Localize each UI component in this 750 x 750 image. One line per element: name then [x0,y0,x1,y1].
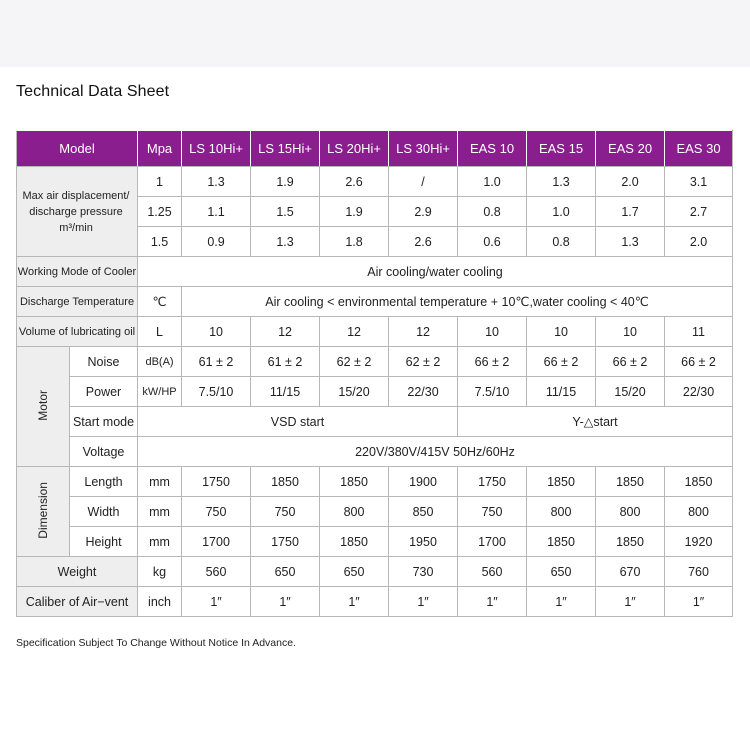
table-cell: 1700 [458,527,527,557]
table-cell: 1850 [596,527,665,557]
table-cell: 1.3 [182,167,251,197]
start-mode-row [17,407,733,437]
table-cell: 11/15 [251,377,320,407]
model-name: EAS 30 [665,131,733,167]
dimension-group-text: Dimension [36,481,50,539]
table-cell: 66 ± 2 [665,347,733,377]
table-cell: 1.7 [596,197,665,227]
table-cell: 1.1 [182,197,251,227]
air-label-unit: m³/min [59,221,93,234]
power-label: Power [70,377,138,407]
table-cell: 1850 [527,467,596,497]
weight-label: Weight [17,557,138,587]
table-cell: 1.0 [527,197,596,227]
table-cell: 2.0 [596,167,665,197]
model-name: EAS 10 [458,131,527,167]
table-cell: 1.9 [320,197,389,227]
table-cell: 560 [458,557,527,587]
table-cell: 1700 [182,527,251,557]
power-row [17,377,733,407]
table-cell: 650 [527,557,596,587]
table-cell: 1.8 [320,227,389,257]
table-cell: 1750 [458,467,527,497]
length-row [17,467,733,497]
air-label-line: discharge pressure [29,205,123,218]
table-cell: 10 [458,317,527,347]
table-cell: 0.8 [527,227,596,257]
caliber-label: Caliber of Air−vent [17,587,138,617]
power-unit: kW/HP [138,377,182,407]
table-cell: 1750 [251,527,320,557]
table-cell: 11/15 [527,377,596,407]
table-cell: 1.9 [251,167,320,197]
cooler-label: Working Mode of Cooler [17,257,138,287]
mpa-value: 1.5 [138,227,182,257]
table-cell: 2.9 [389,197,458,227]
mpa-value: 1 [138,167,182,197]
table-cell: 10 [527,317,596,347]
table-cell: 670 [596,557,665,587]
start-mode-ls: VSD start [138,407,458,437]
table-cell: 0.6 [458,227,527,257]
spec-table [16,130,733,617]
model-name: LS 30Hi+ [389,131,458,167]
table-cell: 750 [458,497,527,527]
table-cell: 1″ [251,587,320,617]
table-cell: 62 ± 2 [389,347,458,377]
table-cell: 0.9 [182,227,251,257]
top-banner [0,0,750,67]
table-cell: 730 [389,557,458,587]
air-label-line: Max air displacement/ [22,189,130,202]
voltage-row [17,437,733,467]
height-unit: mm [138,527,182,557]
air-displacement-label [17,167,138,257]
oil-label: Volume of lubricating oil [17,317,138,347]
weight-unit: kg [138,557,182,587]
table-cell: 1.0 [458,167,527,197]
width-label: Width [70,497,138,527]
caliber-unit: inch [138,587,182,617]
model-name: LS 15Hi+ [251,131,320,167]
table-cell: 62 ± 2 [320,347,389,377]
motor-group-label [17,347,70,467]
table-cell: 10 [182,317,251,347]
start-mode-eas: Y-△start [458,407,733,437]
noise-unit: dB(A) [138,347,182,377]
table-cell: 2.0 [665,227,733,257]
voltage-label: Voltage [70,437,138,467]
voltage-value: 220V/380V/415V 50Hz/60Hz [138,437,733,467]
table-cell: 1950 [389,527,458,557]
oil-unit: L [138,317,182,347]
table-cell: 800 [596,497,665,527]
table-cell: 66 ± 2 [527,347,596,377]
table-cell: 10 [596,317,665,347]
table-cell: 1″ [527,587,596,617]
table-cell: 1850 [320,467,389,497]
table-cell: 1850 [320,527,389,557]
page-title: Technical Data Sheet [16,83,170,100]
table-cell: 2.7 [665,197,733,227]
table-cell: 66 ± 2 [596,347,665,377]
table-cell: 15/20 [320,377,389,407]
table-cell: 7.5/10 [182,377,251,407]
width-unit: mm [138,497,182,527]
table-cell: 22/30 [665,377,733,407]
table-cell: 1″ [596,587,665,617]
weight-row [17,557,733,587]
table-cell: 0.8 [458,197,527,227]
table-cell: 2.6 [389,227,458,257]
discharge-row [17,287,733,317]
model-name: LS 20Hi+ [320,131,389,167]
cooler-value: Air cooling/water cooling [138,257,733,287]
table-cell: 650 [320,557,389,587]
footnote: Specification Subject To Change Without Notice In Advance. [16,637,296,649]
table-cell: 750 [251,497,320,527]
table-cell: 1850 [665,467,733,497]
table-cell: 1850 [527,527,596,557]
motor-group-text: Motor [36,389,50,421]
length-label: Length [70,467,138,497]
caliber-row [17,587,733,617]
discharge-label: Discharge Temperature [17,287,138,317]
table-cell: 800 [665,497,733,527]
model-header: Model [17,131,138,167]
table-cell: 66 ± 2 [458,347,527,377]
width-row [17,497,733,527]
discharge-value: Air cooling < environmental temperature + 10℃,water cooling < 40℃ [182,287,733,317]
table-cell: 1″ [665,587,733,617]
table-cell: 12 [389,317,458,347]
oil-row [17,317,733,347]
length-unit: mm [138,467,182,497]
table-cell: 22/30 [389,377,458,407]
table-cell: / [389,167,458,197]
table-cell: 1750 [182,467,251,497]
table-cell: 2.6 [320,167,389,197]
discharge-unit: ℃ [138,287,182,317]
table-cell: 760 [665,557,733,587]
table-cell: 1.3 [596,227,665,257]
table-cell: 1″ [458,587,527,617]
header-row [17,131,733,167]
table-cell: 1.3 [251,227,320,257]
mpa-header: Mpa [138,131,182,167]
table-cell: 3.1 [665,167,733,197]
noise-row [17,347,733,377]
table-cell: 7.5/10 [458,377,527,407]
noise-label: Noise [70,347,138,377]
table-cell: 1.5 [251,197,320,227]
table-cell: 650 [251,557,320,587]
table-cell: 12 [251,317,320,347]
table-cell: 61 ± 2 [182,347,251,377]
table-cell: 61 ± 2 [251,347,320,377]
table-cell: 750 [182,497,251,527]
table-cell: 850 [389,497,458,527]
model-name: EAS 15 [527,131,596,167]
table-cell: 12 [320,317,389,347]
table-cell: 15/20 [596,377,665,407]
air-row-1 [17,167,733,197]
table-cell: 1″ [320,587,389,617]
table-cell: 1″ [389,587,458,617]
table-cell: 560 [182,557,251,587]
model-name: LS 10Hi+ [182,131,251,167]
start-mode-label: Start mode [70,407,138,437]
mpa-value: 1.25 [138,197,182,227]
table-cell: 1850 [596,467,665,497]
table-cell: 1900 [389,467,458,497]
table-cell: 1850 [251,467,320,497]
table-cell: 800 [527,497,596,527]
table-cell: 1920 [665,527,733,557]
dimension-group-label [17,467,70,557]
model-name: EAS 20 [596,131,665,167]
height-label: Height [70,527,138,557]
table-cell: 11 [665,317,733,347]
table-cell: 1″ [182,587,251,617]
table-cell: 1.3 [527,167,596,197]
height-row [17,527,733,557]
cooler-row [17,257,733,287]
table-cell: 800 [320,497,389,527]
